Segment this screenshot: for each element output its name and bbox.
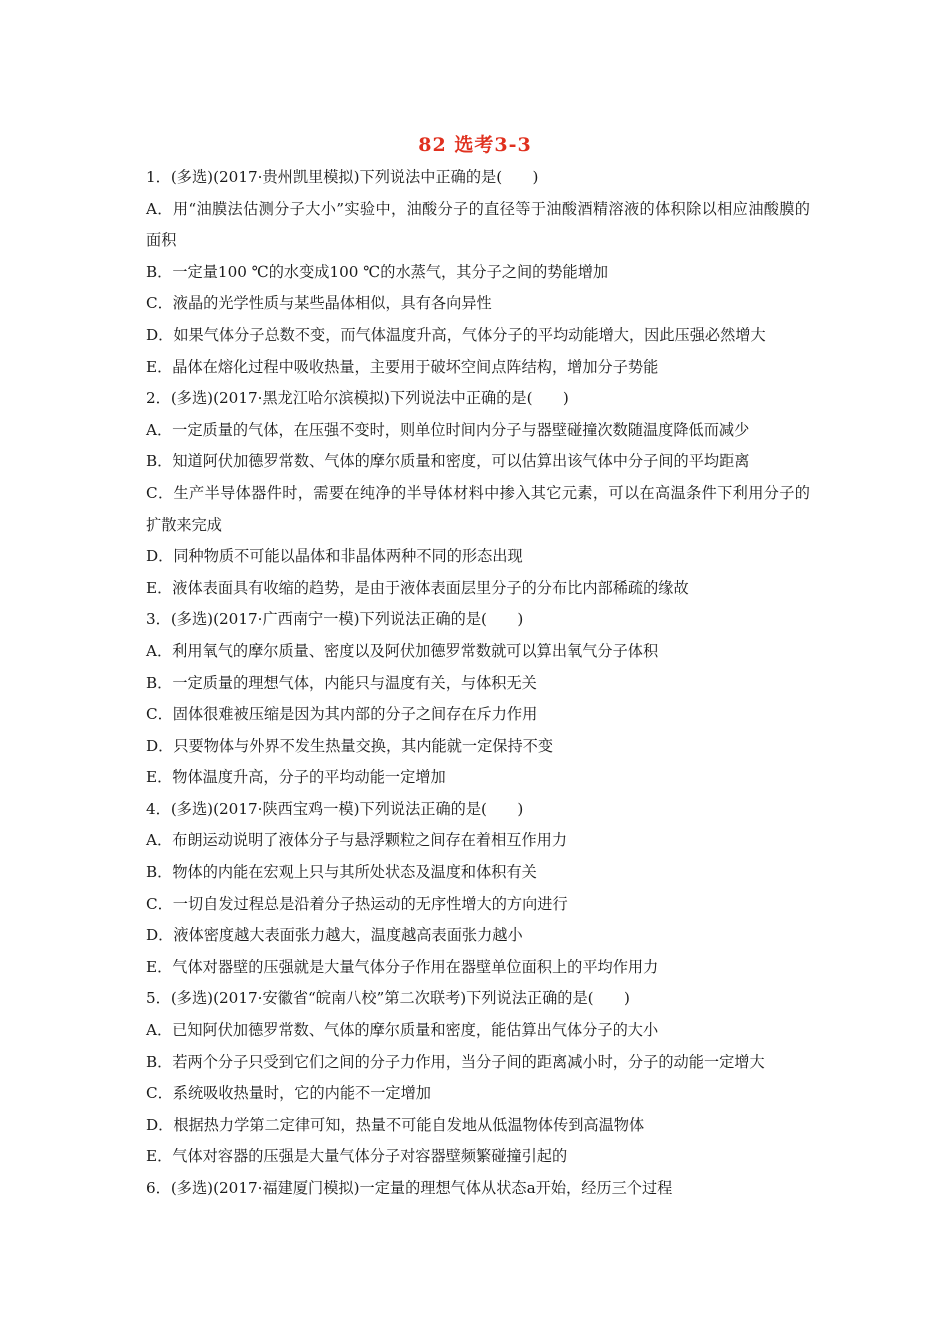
option-b: B．一定量100 ℃的水变成100 ℃的水蒸气，其分子之间的势能增加 [146,262,609,281]
option-c: C．系统吸收热量时，它的内能不一定增加 [146,1084,431,1103]
question-3 [146,604,810,794]
option-d: D．液体密度越大表面张力越大，温度越高表面张力越小 [146,926,523,945]
option-c: C．生产半导体器件时，需要在纯净的半导体材料中掺入其它元素，可以在高温条件下利用分子的扩散来完成 [146,483,810,534]
question-5 [146,983,810,1173]
option-e: E．气体对容器的压强是大量气体分子对容器壁频繁碰撞引起的 [146,1147,568,1166]
option-a: A．布朗运动说明了液体分子与悬浮颗粒之间存在着相互作用力 [146,831,568,850]
option-b: B．知道阿伏加德罗常数、气体的摩尔质量和密度，可以估算出该气体中分子间的平均距离 [146,452,750,471]
option-a: A．已知阿伏加德罗常数、气体的摩尔质量和密度，能估算出气体分子的大小 [146,1021,659,1040]
option-e: E．物体温度升高，分子的平均动能一定增加 [146,768,446,787]
option-b: B．若两个分子只受到它们之间的分子力作用，当分子间的距离减小时，分子的动能一定增大 [146,1052,765,1071]
option-a: A．用“油膜法估测分子大小”实验中，油酸分子的直径等于油酸酒精溶液的体积除以相应油酸膜的面积 [146,199,810,250]
option-d: D．只要物体与外界不发生热量交换，其内能就一定保持不变 [146,736,554,755]
option-e: E．晶体在熔化过程中吸收热量，主要用于破坏空间点阵结构，增加分子势能 [146,357,659,376]
question-6 [146,1173,810,1205]
question-stem: 5．(多选)(2017·安徽省“皖南八校”第二次联考)下列说法正确的是( ) [146,989,630,1008]
question-list [146,162,810,1205]
option-c: C．液晶的光学性质与某些晶体相似，具有各向异性 [146,294,492,313]
question-stem: 3．(多选)(2017·广西南宁一模)下列说法正确的是( ) [146,610,524,629]
option-c: C．一切自发过程总是沿着分子热运动的无序性增大的方向进行 [146,894,568,913]
question-stem: 6．(多选)(2017·福建厦门模拟)一定量的理想气体从状态a开始，经历三个过程 [146,1179,673,1197]
option-e: E．气体对器壁的压强就是大量气体分子作用在器壁单位面积上的平均作用力 [146,957,659,976]
question-2 [146,383,810,604]
option-b: B．物体的内能在宏观上只与其所处状态及温度和体积有关 [146,863,537,882]
question-stem: 1．(多选)(2017·贵州凯里模拟)下列说法中正确的是( ) [146,168,539,186]
option-d: D．根据热力学第二定律可知，热量不可能自发地从低温物体传到高温物体 [146,1115,645,1134]
page-title: 82 选考3-3 [418,134,532,156]
option-c: C．固体很难被压缩是因为其内部的分子之间存在斥力作用 [146,705,538,724]
question-1 [146,162,810,383]
option-b: B．一定质量的理想气体，内能只与温度有关，与体积无关 [146,673,537,692]
option-d: D．如果气体分子总数不变，而气体温度升高，气体分子的平均动能增大，因此压强必然增大 [146,325,766,344]
question-stem: 2．(多选)(2017·黑龙江哈尔滨模拟)下列说法中正确的是( ) [146,389,569,408]
option-d: D．同种物质不可能以晶体和非晶体两种不同的形态出现 [146,547,523,566]
question-4 [146,794,810,984]
option-e: E．液体表面具有收缩的趋势，是由于液体表面层里分子的分布比内部稀疏的缘故 [146,578,689,597]
option-a: A．利用氧气的摩尔质量、密度以及阿伏加德罗常数就可以算出氧气分子体积 [146,641,659,660]
option-a: A．一定质量的气体，在压强不变时，则单位时间内分子与器壁碰撞次数随温度降低而减少 [146,420,750,439]
question-stem: 4．(多选)(2017·陕西宝鸡一模)下列说法正确的是( ) [146,799,524,818]
